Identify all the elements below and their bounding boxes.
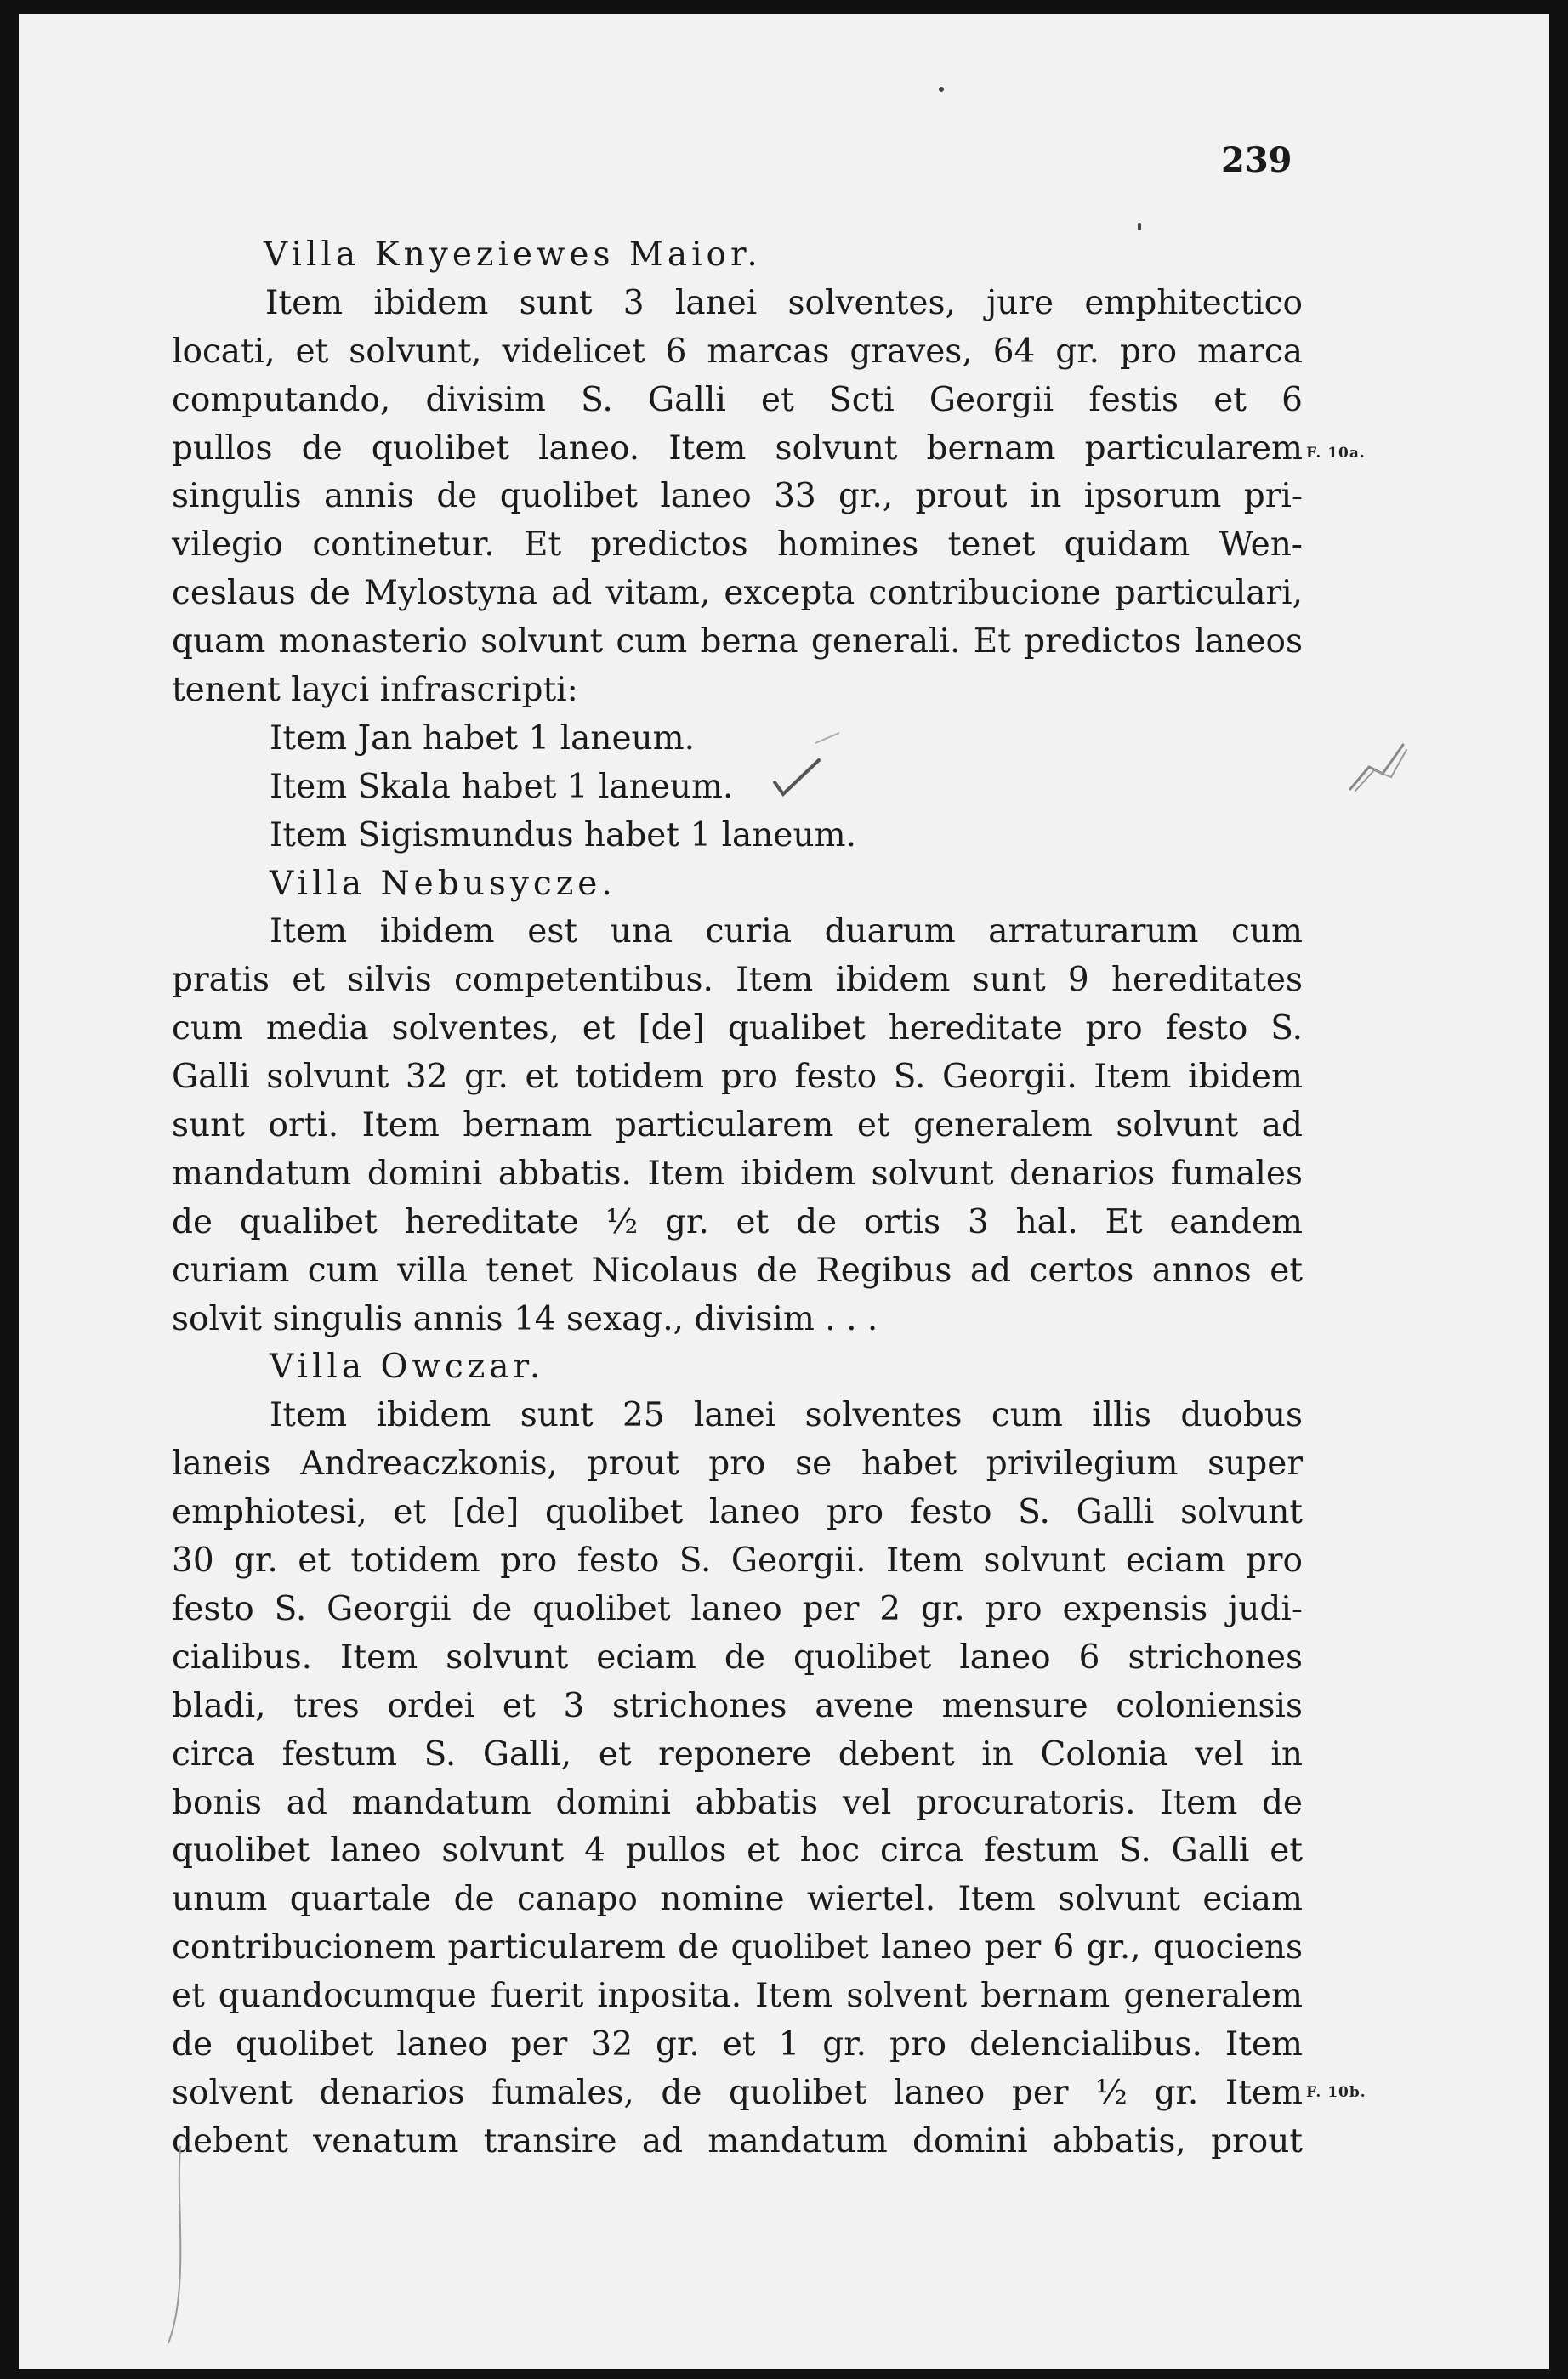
text-line: singulis annis de quolibet laneo 33 gr., prout in ipsorum pri- xyxy=(172,477,1303,516)
page-number: 239 xyxy=(1221,140,1292,180)
text-line: computando, divisim S. Galli et Scti Georgii festis et 6 xyxy=(172,380,1303,419)
text-line: bonis ad mandatum domini abbatis vel procuratoris. Item de xyxy=(172,1783,1303,1822)
list-item: Item Jan habet 1 laneum. xyxy=(270,718,696,758)
text-line: Galli solvunt 32 gr. et totidem pro festo S. Georgii. Item ibidem xyxy=(172,1058,1303,1097)
text-line: de quolibet laneo per 32 gr. et 1 gr. pro delencialibus. Item xyxy=(172,2024,1303,2064)
text-line: de qualibet hereditate ½ gr. et de ortis 3 hal. Et eandem xyxy=(172,1202,1303,1241)
text-line: solvent denarios fumales, de quolibet laneo per ½ gr. Item xyxy=(172,2073,1303,2112)
text-line: Item ibidem sunt 25 lanei solventes cum illis duobus xyxy=(270,1396,1303,1435)
text-line: circa festum S. Galli, et reponere debent in Colonia vel in xyxy=(172,1735,1303,1774)
section-heading: Villa Owczar. xyxy=(270,1348,545,1387)
ink-speck xyxy=(939,87,944,92)
text-line: Item ibidem est una curia duarum arraturarum cum xyxy=(270,912,1303,951)
text-line: debent venatum transire ad mandatum domini abbatis, prout xyxy=(172,2121,1303,2160)
text-line: et quandocumque fuerit inposita. Item solvent bernam generalem xyxy=(172,1977,1303,2016)
list-item: Item Sigismundus habet 1 laneum. xyxy=(270,815,857,855)
list-item: Item Skala habet 1 laneum. xyxy=(270,767,734,806)
text-line: Item ibidem sunt 3 lanei solventes, jure emphitectico xyxy=(265,283,1303,322)
text-line: vilegio continetur. Et predictos homines tenet quidam Wen- xyxy=(172,525,1303,565)
text-line: mandatum domini abbatis. Item ibidem solvunt denarios fumales xyxy=(172,1154,1303,1193)
text-line: contribucionem particularem de quolibet laneo per 6 gr., quociens xyxy=(172,1928,1303,1967)
text-line: cialibus. Item solvunt eciam de quolibet laneo 6 strichones xyxy=(172,1638,1303,1677)
pencil-margin-stroke xyxy=(162,2143,196,2347)
document-body xyxy=(172,231,1303,2166)
text-line: festo S. Georgii de quolibet laneo per 2 gr. pro expensis judi- xyxy=(172,1589,1303,1628)
text-line: 30 gr. et totidem pro festo S. Georgii. Item solvunt eciam pro xyxy=(172,1542,1303,1581)
text-line: unum quartale de canapo nomine wiertel. Item solvunt eciam xyxy=(172,1880,1303,1919)
section-heading: Villa Nebusycze. xyxy=(270,864,616,903)
text-line: bladi, tres ordei et 3 strichones avene mensure coloniensis xyxy=(172,1686,1303,1725)
text-line: cum media solventes, et [de] qualibet hereditate pro festo S. xyxy=(172,1009,1303,1048)
text-line: laneis Andreaczkonis, prout pro se habet privilegium super xyxy=(172,1445,1303,1484)
pencil-check-mark xyxy=(770,748,829,808)
text-line: tenent layci infrascripti: xyxy=(172,671,578,710)
text-line: locati, et solvunt, videlicet 6 marcas graves, 64 gr. pro marca xyxy=(172,332,1303,371)
margin-note-folio-10a: F. 10a. xyxy=(1306,445,1366,462)
text-line: quolibet laneo solvunt 4 pullos et hoc circa festum S. Galli et xyxy=(172,1831,1303,1871)
dash-mark xyxy=(812,730,843,747)
text-line: curiam cum villa tenet Nicolaus de Regibus ad certos annos et xyxy=(172,1251,1303,1290)
text-line: sunt orti. Item bernam particularem et generalem solvunt ad xyxy=(172,1106,1303,1145)
text-line: pratis et silvis competentibus. Item ibidem sunt 9 hereditates xyxy=(172,961,1303,1000)
text-line: quam monasterio solvunt cum berna generali. Et predictos laneos xyxy=(172,622,1303,661)
text-line: solvit singulis annis 14 sexag., divisim . . . xyxy=(172,1299,878,1338)
margin-note-folio-10b: F. 10b. xyxy=(1306,2084,1366,2101)
text-line: emphiotesi, et [de] quolibet laneo pro festo S. Galli solvunt xyxy=(172,1493,1303,1532)
pencil-scribble-mark xyxy=(1344,736,1412,796)
section-heading: Villa Knyeziewes Maior. xyxy=(264,236,762,274)
text-line: pullos de quolibet laneo. Item solvunt bernam particularem xyxy=(172,429,1303,468)
text-line: ceslaus de Mylostyna ad vitam, excepta contribucione particulari, xyxy=(172,574,1303,613)
ink-speck xyxy=(1138,223,1141,230)
